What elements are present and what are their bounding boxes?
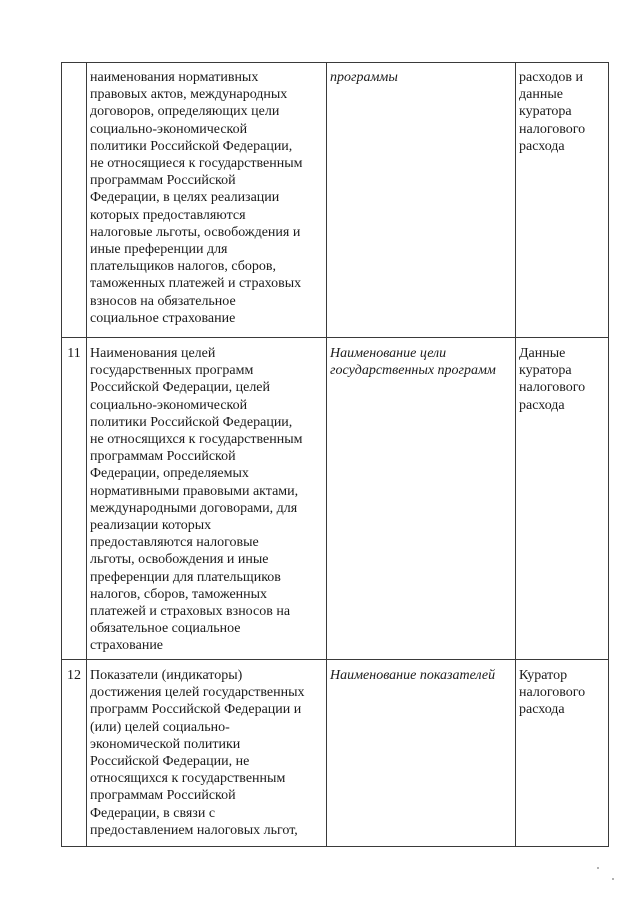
row-field-name: Наименование показателей <box>327 660 516 847</box>
row-number: 11 <box>62 338 87 660</box>
row-field-name: программы <box>327 63 516 338</box>
row-number <box>62 63 87 338</box>
row-description: Показатели (индикаторы) достижения целей государственных программ Российской Федерации и (или) целей социально- экономической политики Российской Федерации, не относящихся к государственным программам Российской Федерации, в связи с предоставлением налоговых льгот, <box>87 660 327 847</box>
row-source: Данные куратора налогового расхода <box>516 338 609 660</box>
row-description: Наименования целей государственных программ Российской Федерации, целей социально-экономической политики Российской Федерации, не относящихся к государственным программам Российской Федерации, определяемых нормативными правовыми актами, международными договорами, для реализации которых предоставляются налоговые льготы, освобождения и иные преференции для плательщиков налогов, сборов, таможенных платежей и страховых взносов на обязательное социальное страхование <box>87 338 327 660</box>
row-number: 12 <box>62 660 87 847</box>
row-source: Куратор налогового расхода <box>516 660 609 847</box>
table-row <box>62 63 609 338</box>
scan-speck <box>612 878 614 880</box>
table-row <box>62 660 609 847</box>
passport-table <box>61 62 609 847</box>
row-source: расходов и данные куратора налогового расхода <box>516 63 609 338</box>
row-field-name: Наименование цели государственных программ <box>327 338 516 660</box>
table-row <box>62 338 609 660</box>
row-description: наименования нормативных правовых актов, международных договоров, определяющих цели социально-экономической политики Российской Федерации, не относящиеся к государственным программам Российской Федерации, в целях реализации которых предоставляются налоговые льготы, освобождения и иные преференции для плательщиков налогов, сборов, таможенных платежей и страховых взносов на обязательное социальное страхование <box>87 63 327 338</box>
scan-speck <box>597 867 599 869</box>
